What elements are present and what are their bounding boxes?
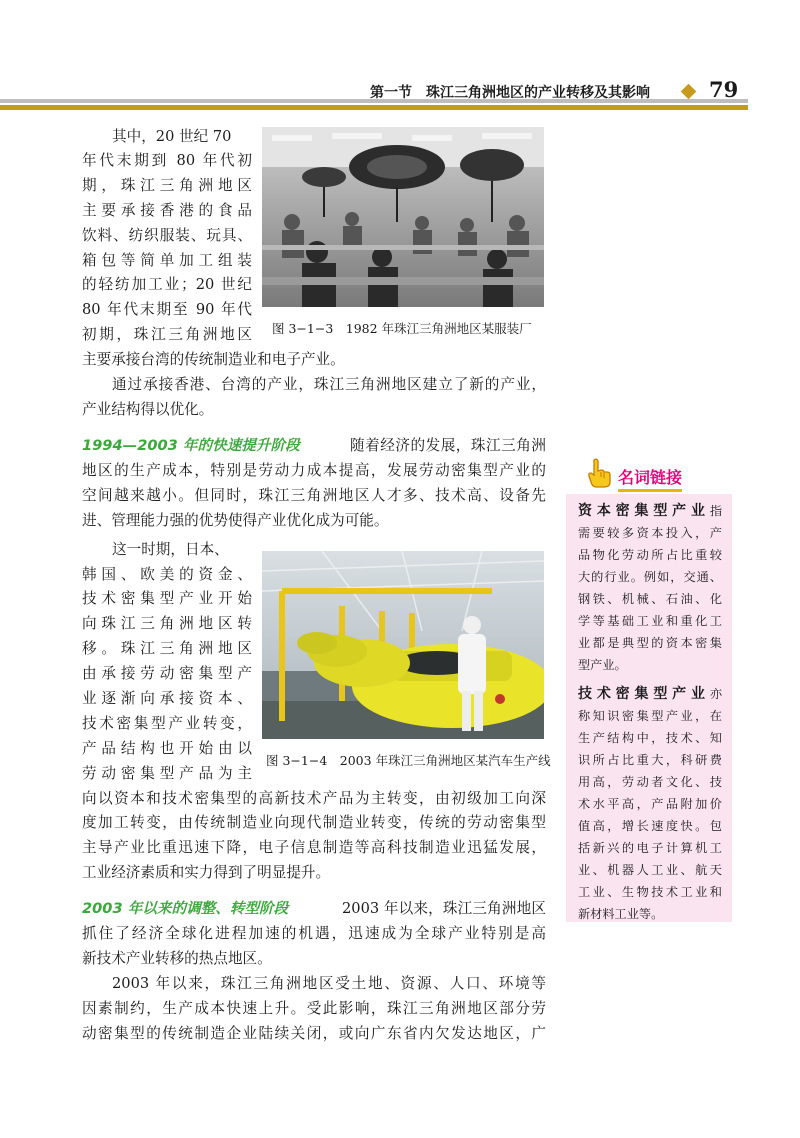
- glossary-line: 学等基础工业和重化工: [578, 614, 722, 628]
- text-line: 产业结构得以优化。: [82, 401, 214, 418]
- text-line: 初期，珠江三角洲地区: [82, 326, 252, 343]
- text-line: 通过承接香港、台湾的产业，珠江三角洲地区建立了新的产业，: [112, 376, 546, 393]
- glossary-line: 识所占比重大，科研费: [578, 753, 722, 767]
- glossary-line: 业、机器人工业、航天: [578, 863, 722, 877]
- text-line: 的轻纺加工业；20 世纪: [82, 276, 252, 293]
- glossary-line: 品物化劳动所占比重较: [578, 548, 722, 562]
- text-line: 工业经济素质和实力得到了明显提升。: [82, 864, 331, 881]
- text-line: 技术密集型产业开始: [82, 590, 252, 607]
- glossary-line: 新材料工业等。: [578, 907, 664, 921]
- text-line: 进、管理能力强的优势使得产业优化成为可能。: [82, 512, 389, 529]
- text-line: 空间越来越小。但同时，珠江三角洲地区人才多、技术高、设备先: [82, 487, 546, 504]
- text-line: 移。珠江三角洲地区: [82, 640, 252, 657]
- page-number: 79: [709, 77, 739, 102]
- glossary-term-name: 技术密集型产业: [578, 686, 710, 702]
- figure-caption-1: 图 3−1−3 1982 年珠江三角洲地区某服装厂: [272, 321, 532, 336]
- text-line: 80 年代末期至 90 年代: [82, 301, 252, 318]
- text-line: 因素制约，生产成本快速上升。受此影响，珠江三角洲地区部分劳: [82, 1000, 546, 1017]
- text-line: 业逐渐向承接资本、: [82, 690, 252, 707]
- glossary-line: 术水平高，产品附加价: [578, 797, 722, 811]
- car-production-line-photo: [262, 551, 544, 739]
- text-line: 其中，20 世纪 70: [112, 128, 232, 145]
- glossary-term-first-char: 指: [709, 504, 722, 518]
- glossary-term-technology-intensive: [578, 683, 722, 705]
- glossary-line: 值高，增长速度快。包: [578, 819, 722, 833]
- text-line: 主导产业比重迅速下降，电子信息制造等高科技制造业迅猛发展，: [82, 839, 546, 856]
- header-rule-gold: [0, 105, 748, 110]
- section-heading-1994-2003: 1994—2003 年的快速提升阶段: [82, 437, 300, 454]
- car-production-line-illustration: [262, 551, 544, 739]
- text-line: 年代末期到 80 年代初: [82, 152, 252, 169]
- text-line: 产品结构也开始由以: [82, 740, 252, 757]
- text-line: 新技术产业转移的热点地区。: [82, 950, 272, 967]
- text-line: 随着经济的发展，珠江三角洲: [350, 437, 546, 454]
- glossary-line: 括新兴的电子计算机工: [578, 841, 722, 855]
- text-line: 2003 年以来，珠江三角洲地区受土地、资源、人口、环境等: [112, 975, 546, 992]
- glossary-line: 工业、生物技术工业和: [578, 885, 722, 899]
- text-line: 向以资本和技术密集型的高新技术产品为主转变，由初级加工向深: [82, 790, 546, 807]
- sidebar-title: 名词链接: [618, 465, 682, 492]
- text-line: 劳动密集型产品为主: [82, 765, 252, 782]
- pointing-hand-icon: [586, 458, 614, 488]
- text-line: 主要承接香港的食品: [82, 202, 252, 219]
- glossary-line: 称知识密集型产业，在: [578, 709, 722, 723]
- text-line: 度加工转变，由传统制造业向现代制造业转变，传统的劳动密集型: [82, 814, 546, 831]
- text-line: 由承接劳动密集型产: [82, 665, 252, 682]
- text-line: 2003 年以来，珠江三角洲地区: [342, 900, 546, 917]
- text-line: 韩国、欧美的资金、: [82, 566, 252, 583]
- text-line: 抓住了经济全球化进程加速的机遇，迅速成为全球产业特别是高: [82, 925, 546, 942]
- section-heading-2003-onward: 2003 年以来的调整、转型阶段: [82, 900, 289, 917]
- figure-caption-2: 图 3−1−4 2003 年珠江三角洲地区某汽车生产线: [266, 753, 551, 768]
- text-line: 向珠江三角洲地区转: [82, 615, 252, 632]
- diamond-icon: [681, 84, 697, 100]
- text-line: 主要承接台湾的传统制造业和电子产业。: [82, 351, 345, 368]
- text-line: 饮料、纺织服装、玩具、: [82, 227, 252, 244]
- text-line: 这一时期，日本、: [112, 541, 229, 558]
- glossary-line: 用高，劳动者文化、技: [578, 775, 722, 789]
- text-line: 箱包等简单加工组装: [82, 252, 252, 269]
- glossary-term-capital-intensive: [578, 500, 722, 522]
- glossary-line: 需要较多资本投入，产: [578, 526, 722, 540]
- text-line: 期，珠江三角洲地区: [82, 177, 252, 194]
- glossary-line: 生产结构中，技术、知: [578, 731, 722, 745]
- text-line: 地区的生产成本，特别是劳动力成本提高，发展劳动密集型产业的: [82, 462, 546, 479]
- glossary-line: 大的行业。例如，交通、: [578, 570, 722, 584]
- running-title: 第一节 珠江三角洲地区的产业转移及其影响: [370, 85, 650, 101]
- glossary-line: 型产业。: [578, 658, 627, 672]
- garment-factory-illustration: [262, 127, 544, 307]
- text-line: 技术密集型产业转变，: [82, 715, 252, 732]
- glossary-term-name: 资本密集型产业: [578, 503, 710, 519]
- text-line: 动密集型的传统制造企业陆续关闭，或向广东省内欠发达地区，广: [82, 1025, 546, 1042]
- glossary-line: 钢铁、机械、石油、化: [578, 592, 722, 606]
- glossary-line: 业都是典型的资本密集: [578, 636, 722, 650]
- glossary-term-first-char: 亦: [709, 687, 722, 701]
- garment-factory-photo: [262, 127, 544, 307]
